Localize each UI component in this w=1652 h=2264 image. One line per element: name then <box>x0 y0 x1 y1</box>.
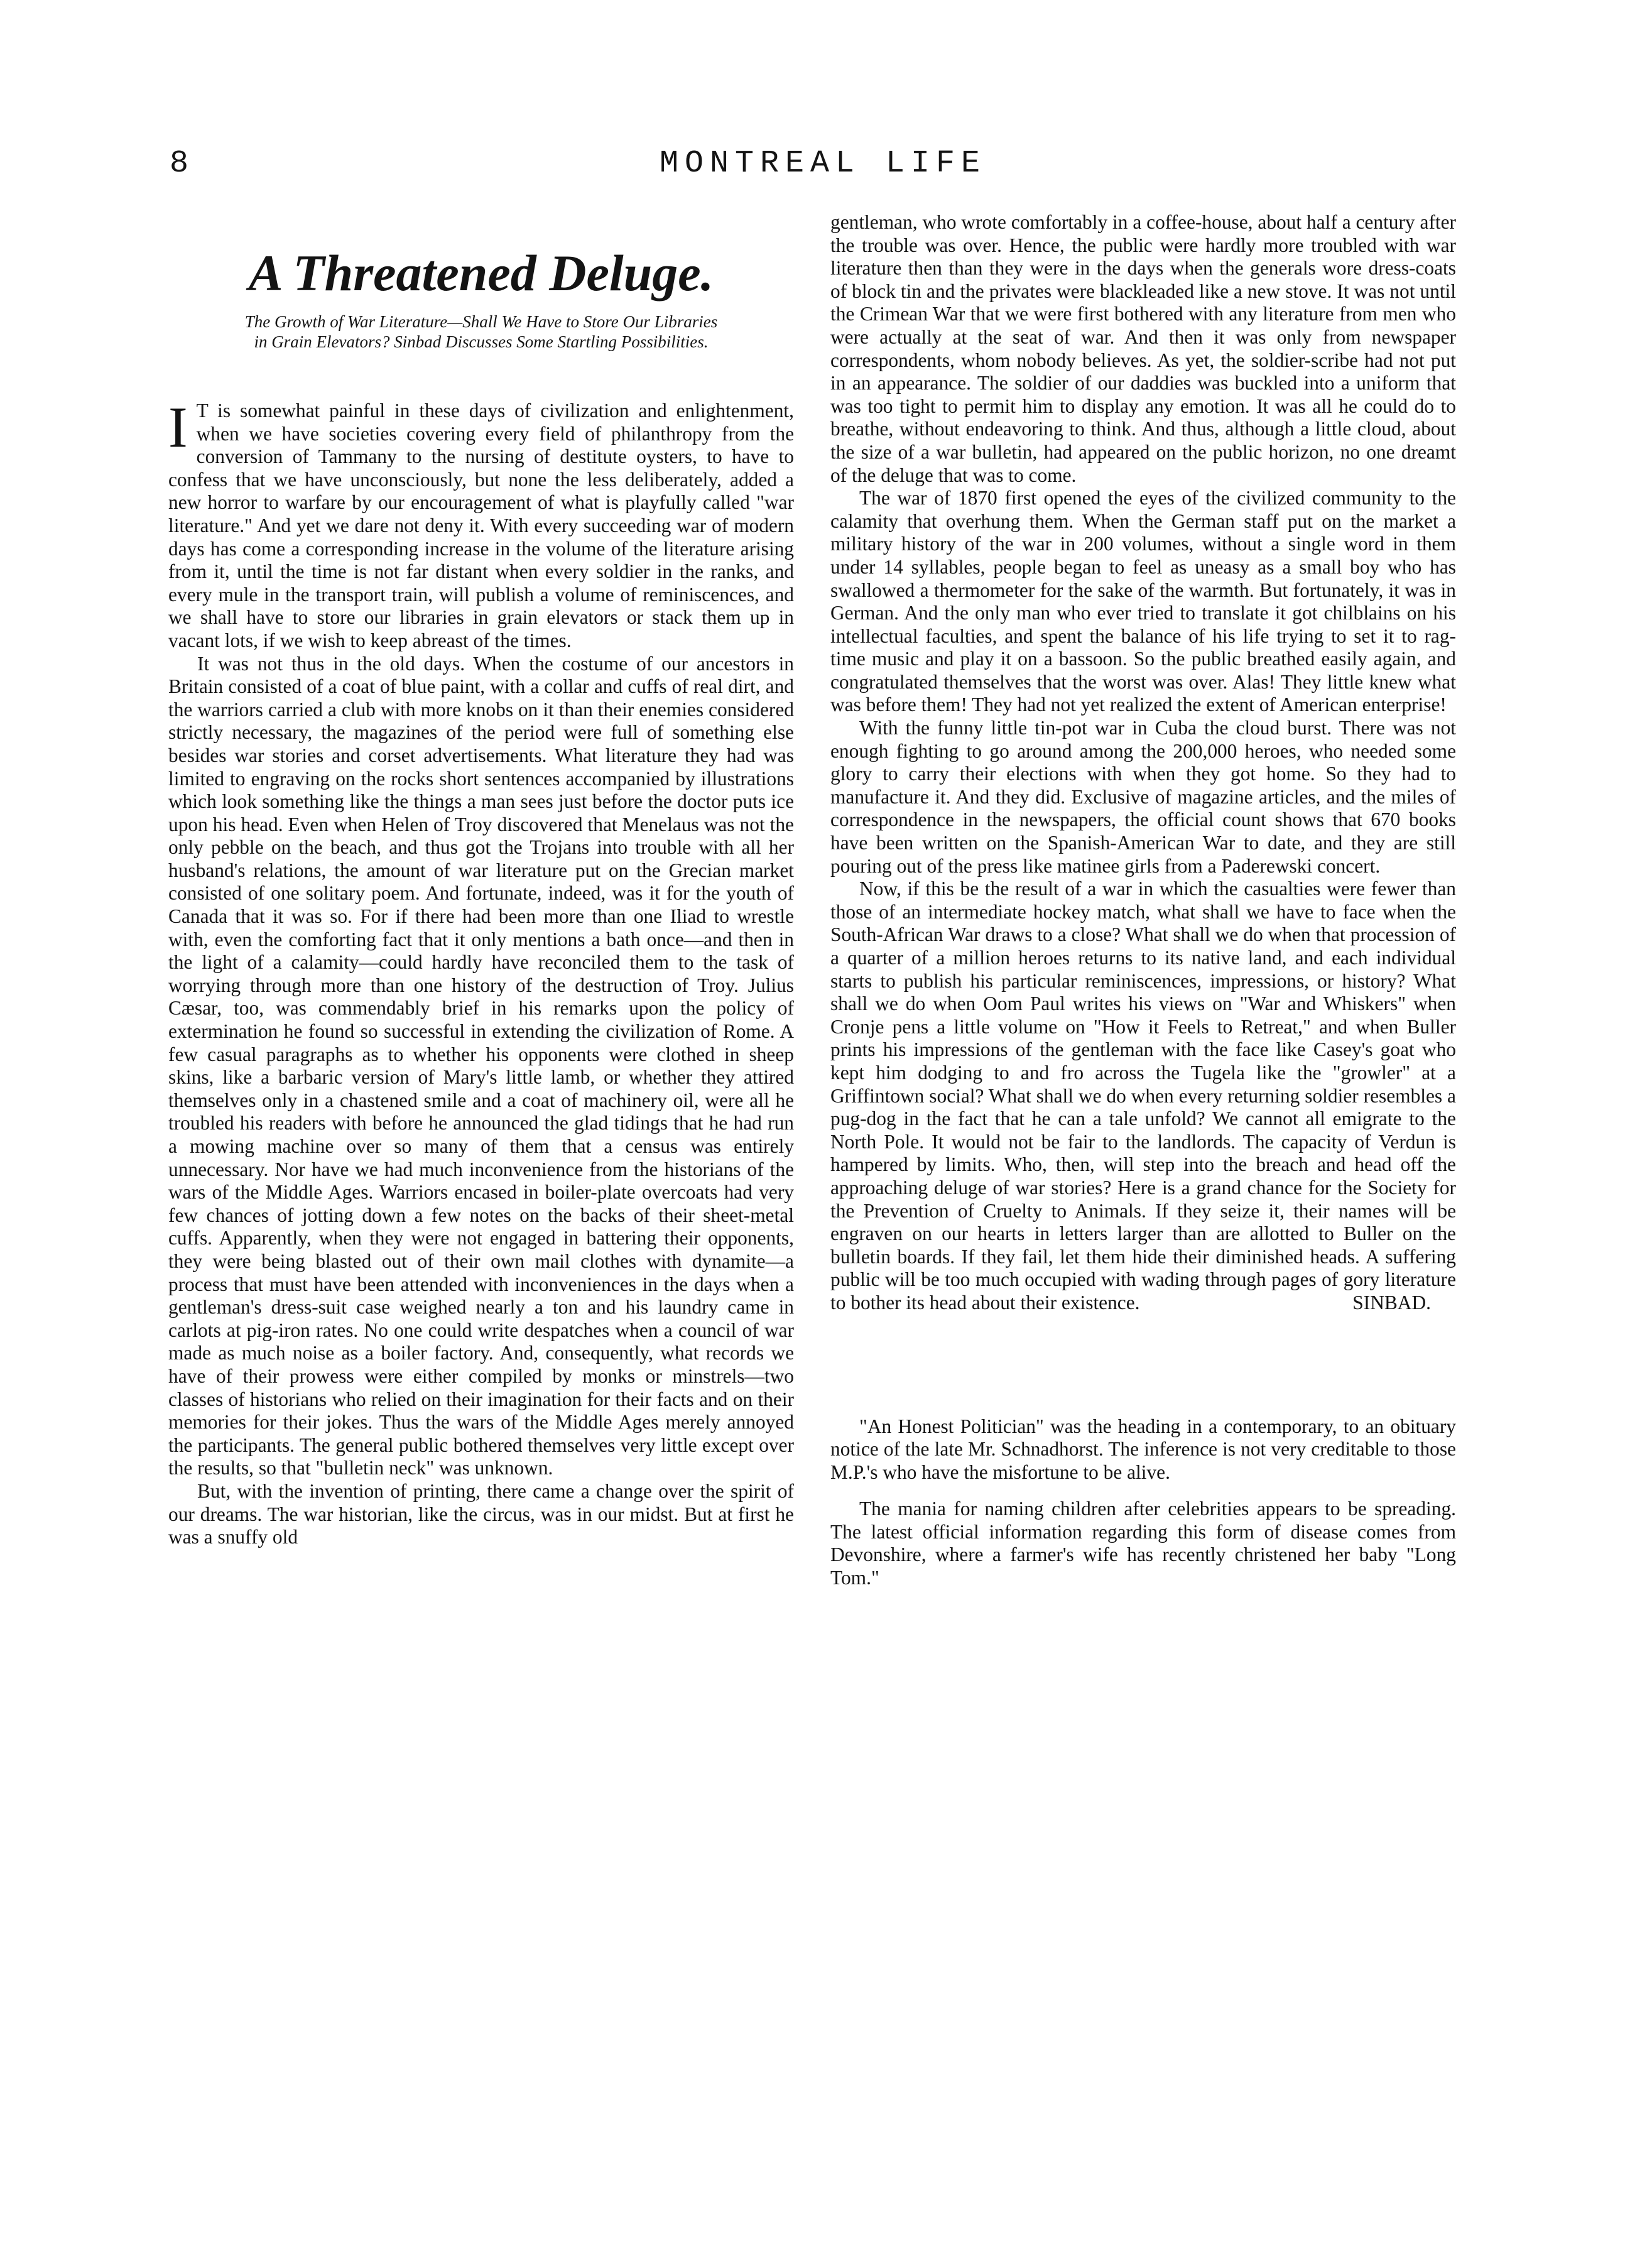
article-subtitle: The Growth of War Literature—Shall We Have to Store Our Libraries in Grain Elevators? Sinbad Discusses Some Startling Possibilities. <box>244 312 718 351</box>
article-paragraph: It was not thus in the old days. When the costume of our ancestors in Britain consisted of a coat of blue paint, with a collar and cuffs of real dirt, and the warriors carried a club with more knobs on it than their enemies considered strictly necessary, the magazines of the period were full of something else besides war stories and corset advertisements. What literature they had was limited to engraving on the rocks short sentences accompanied by illustrations which look something like the things a man sees just before the doctor puts ice upon his head. Even when Helen of Troy discovered that Menelaus was not the only pebble on the beach, and thus got the Trojans into trouble with all her husband's relations, the amount of war literature put on the Grecian market consisted of one solitary poem. And fortunate, indeed, was it for the youth of Canada that it was so. For if there had been more than one Iliad to wrestle with, even the comforting fact that it only mentions a bath once—and then in the light of a calamity—could hardly have reconciled them to the task of worrying through more than one history of the destruction of Troy. Julius Cæsar, too, was commendably brief in his remarks upon the policy of extermination he found so successful in extending the civilization of Rome. A few casual paragraphs as to whether his opponents were clothed in sheep skins, like a barbaric version of Mary's little lamb, or whether they attired themselves only in a chastened smile and a coat of machinery oil, were all he troubled his readers with before he announced the glad tidings that he had run a mowing machine over so many of them that a census was entirely unnecessary. Nor have we had much inconvenience from the historians of the wars of the Middle Ages. Warriors encased in boiler-plate overcoats had very few chances of jotting down a few notes on the backs of their sheet-metal cuffs. Apparently, when they were not engaged in battering their opponents, they were being blasted out of their own mail clothes with dynamite—a process that must have been attended with inconveniences in the days when a gentleman's dress-suit case weighed nearly a ton and his laundry came in carlots at pig-iron rates. No one could write despatches when a council of war made as much noise as a boiler factory. And, consequently, what records we have of their prowess were either compiled by monks or minstrels—two classes of historians who relied on their imagination for their facts and on their memories for their jokes. Thus the wars of the Middle Ages merely annoyed the participants. The general public bothered themselves very little except over the results, so that "bulletin neck" was unknown. <box>168 652 794 1479</box>
article-title: A Threatened Deluge. <box>248 244 714 302</box>
lead-text: T is somewhat painful in these days of civilization and enlightenment, when we have societies covering every field of philanthropy from the conversion of Tammany to the nursing of destitute oysters, to have to confess that we have unconsciously, but none the less deliberately, added a new horror to warfare by our encouragement of what is playfully called "war literature." And yet we dare not deny it. With every succeeding war of modern days has come a corresponding increase in the volume of the literature arising from it, until the time is not far distant when every soldier in the ranks, and every mule in the transport train, will publish a volume of reminiscences, and we shall have to store our libraries in grain elevators or stack them up in vacant lots, if we wish to keep abreast of the times. <box>168 400 794 651</box>
article-paragraph-continued: gentleman, who wrote comfortably in a coffee-house, about half a century after the trouble was over. Hence, the public were hardly more troubled with war literature then than they were in the days when the generals wore dress-coats of block tin and the privates were blackleaded like a new stove. It was not until the Crimean War that we were first bothered with any literature from men who were actually at the seat of war. And then it was only from newspaper correspondents, whom nobody believes. As yet, the soldier-scribe had not put in an appearance. The soldier of our daddies was buckled into a uniform that was too tight to permit him to display any emotion. It was all he could do to breathe, without endeavoring to think. And thus, although a little cloud, about the size of a war bulletin, had appeared on the public horizon, no one dreamt of the deluge that was to come. <box>830 211 1456 486</box>
signature: SINBAD. <box>1352 1291 1431 1314</box>
article-paragraph: The war of 1870 first opened the eyes of the civilized community to the calamity that overhung them. When the German staff put on the market a military history of the war in 200 volumes, without a single word in them under 14 syllables, people began to feel as uneasy as a small boy who has swallowed a thermometer for the sake of the warmth. But fortunately, it was in German. And the only man who ever tried to translate it got chilblains on his intellectual faculties, and spent the balance of his life trying to set it to rag-time music and play it on a bassoon. So the public breathed easily again, and congratulated themselves that the worst was over. Alas! They little knew what was before them! They had not yet realized the extent of American enterprise! <box>830 487 1456 716</box>
masthead: MONTREAL LIFE <box>660 146 987 182</box>
left-column <box>168 244 794 1549</box>
note-paragraph: The mania for naming children after celebrities appears to be spreading. The latest official information regarding this form of disease comes from Devonshire, where a farmer's wife has recently christened her baby "Long Tom." <box>830 1498 1456 1589</box>
article-paragraph-split: But, with the invention of printing, there came a change over the spirit of our dreams. The war historian, like the circus, was in our midst. But at first he was a snuffy old <box>168 1479 794 1548</box>
note-paragraph: "An Honest Politician" was the heading in a contemporary, to an obituary notice of the late Mr. Schnadhorst. The inference is not very creditable to those M.P.'s who have the misfortune to be alive. <box>830 1415 1456 1483</box>
page-number: 8 <box>170 146 190 182</box>
closing-text: Now, if this be the result of a war in which the casualties were fewer than those of an intermediate hockey match, what shall we have to face when the South-African War draws to a close? What shall we do when that procession of a quarter of a million heroes returns to its native land, and each individual starts to publish his particular reminiscences, impressions, or history? What shall we do when Oom Paul writes his views on "War and Whiskers" when Cronje pens a little volume on "How it Feels to Retreat," and when Buller prints his impressions of the gentleman with the face like Casey's goat who kept him dodging to and fro across the Tugela like the "growler" at a Griffintown social? What shall we do when every returning soldier resembles a pug-dog in the fact that he can a tale unfold? We cannot all emigrate to the North Pole. It would not be fair to the landlords. The capacity of Verdun is hampered by limits. Who, then, will step into the breach and head off the approaching deluge of war stories? Here is a grand chance for the Society for the Prevention of Cruelty to Animals. If they seize it, their names will be engraven on our hearts in letters larger than are allotted to Buller on the bulletin boards. If they fail, let them hide their diminished heads. A suffering public will be too much occupied with wading through pages of gory literature to bother its head about their existence. <box>830 878 1456 1314</box>
drop-cap: I <box>168 395 188 459</box>
right-column <box>830 211 1456 1590</box>
article-paragraph: With the funny little tin-pot war in Cuba the cloud burst. There was not enough fighting to go around among the 200,000 heroes, who needed some glory to carry their elections with when they got home. So they had to manufacture it. And they did. Exclusive of magazine articles, and the miles of correspondence in the newspapers, the official count shows that 670 books have been written on the Spanish-American War to date, and they are still pouring out of the press like matinee girls from a Paderewski concert. <box>830 717 1456 877</box>
section-gap <box>830 1315 1456 1415</box>
article-lead-paragraph <box>168 395 794 653</box>
article-paragraph <box>830 878 1456 1314</box>
